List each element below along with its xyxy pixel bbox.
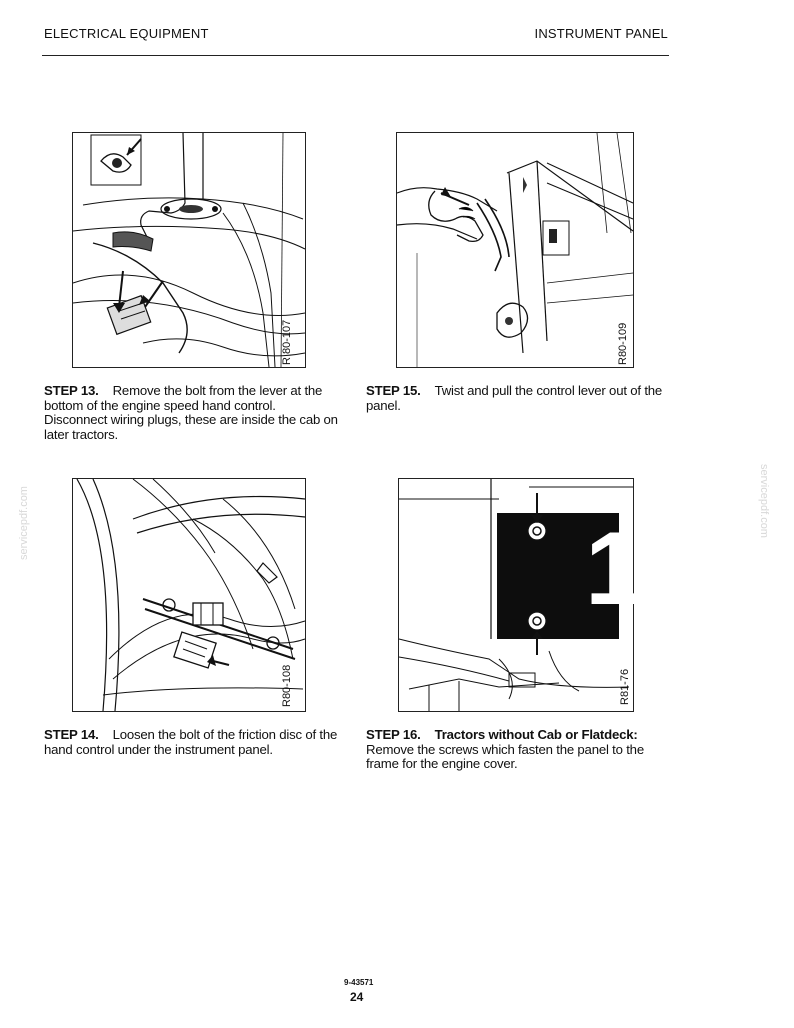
step-label: STEP 13.	[44, 383, 99, 398]
figure-number-marker: 1	[585, 511, 643, 627]
control-lever-illustration	[397, 133, 633, 367]
header-right: INSTRUMENT PANEL	[534, 26, 668, 41]
step-15-caption	[366, 384, 666, 413]
document-number: 9-43571	[344, 978, 374, 987]
step-label: STEP 14.	[44, 727, 99, 742]
step-text: Loosen the bolt of the friction disc of the hand control under the instrument panel.	[44, 727, 338, 757]
step-16-caption	[366, 728, 666, 772]
header-rule	[42, 55, 669, 56]
figure-step-14	[72, 478, 306, 712]
step-14-caption	[44, 728, 340, 757]
step-label: STEP 16.	[366, 727, 421, 742]
watermark-right: servicepdf.com	[758, 464, 770, 538]
friction-disc-illustration	[73, 479, 305, 711]
step-text: Remove the bolt from the lever at the bottom of the engine speed hand control. Disconnect wiring plugs, these are inside the cab on later tractors.	[44, 383, 338, 442]
figure-code: R80-109	[617, 322, 629, 365]
page-number: 24	[350, 990, 364, 1004]
figure-step-16	[398, 478, 643, 712]
figure-step-13	[72, 132, 306, 368]
step-bold-text: Tractors without Cab or Flatdeck:	[434, 727, 638, 742]
step-text: Remove the screws which fasten the panel to the frame for the engine cover.	[366, 741, 644, 771]
step-label: STEP 15.	[366, 383, 421, 398]
figure-code: R81-76	[619, 668, 631, 705]
figure-code: R 80-107	[281, 319, 293, 365]
figure-code: R80-108	[281, 664, 293, 707]
step-13-caption	[44, 384, 340, 442]
step-text: Twist and pull the control lever out of the panel.	[366, 383, 663, 413]
figure-step-15	[396, 132, 634, 368]
watermark-left: servicepdf.com	[18, 486, 30, 560]
header-left: ELECTRICAL EQUIPMENT	[44, 26, 209, 41]
engine-speed-control-illustration	[73, 133, 305, 367]
